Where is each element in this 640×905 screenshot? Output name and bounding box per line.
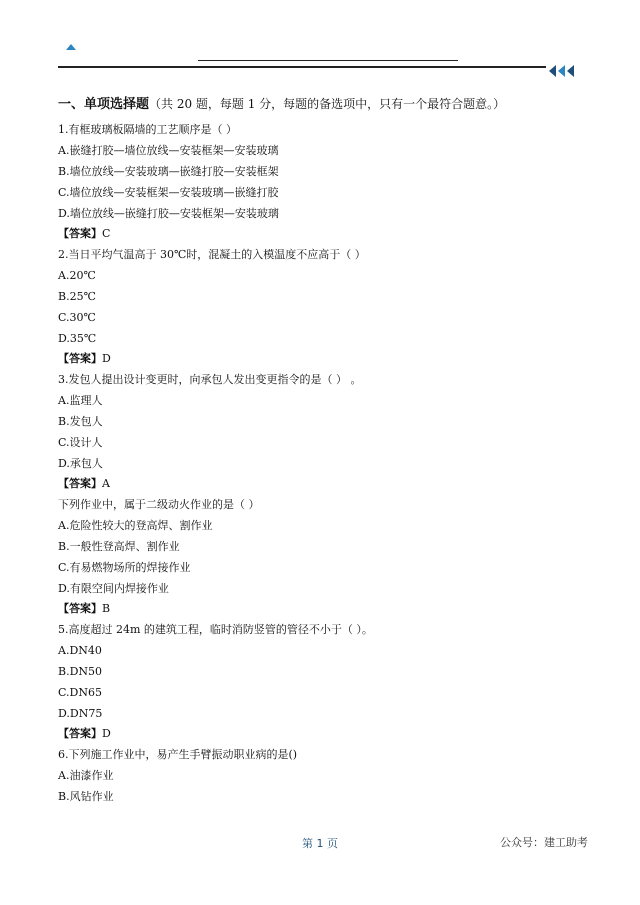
section-note: （共 20 题，每题 1 分，每题的备选项中，只有一个最符合题意。）	[149, 97, 506, 111]
arrow-left-icon	[558, 65, 565, 77]
option-c: C.30℃	[58, 311, 96, 324]
option-b: B.发包人	[58, 415, 103, 428]
answer-line	[58, 474, 588, 494]
option-d: D.承包人	[58, 457, 103, 470]
option-b: B.墙位放线—安装玻璃—嵌缝打胶—安装框架	[58, 165, 279, 178]
option-b: B.25℃	[58, 290, 96, 303]
header-rule	[58, 66, 546, 68]
answer-value: D	[102, 352, 111, 365]
question-stem: 3.发包人提出设计变更时，向承包人发出变更指令的是（ ） 。	[58, 373, 362, 386]
option-a: A.危险性较大的登高焊、割作业	[58, 519, 213, 532]
section-title: 一、单项选择题	[58, 97, 150, 112]
page-number: 第 1 页	[302, 837, 338, 850]
document-body	[58, 93, 588, 807]
footer-brand: 公众号：建工助考	[500, 836, 588, 849]
question-stem: 1.有框玻璃板隔墙的工艺顺序是（ ）	[58, 123, 237, 136]
answer-value: C	[102, 227, 111, 240]
answer-tag: 【答案】	[58, 227, 102, 240]
arrow-left-icon	[567, 65, 574, 77]
answer-tag: 【答案】	[58, 477, 102, 490]
option-d: D.有限空间内焊接作业	[58, 582, 169, 595]
option-d: D.DN75	[58, 707, 103, 720]
question-stem: 下列作业中，属于二级动火作业的是（ ）	[58, 498, 260, 511]
answer-line	[58, 599, 588, 619]
option-b: B.风钻作业	[58, 790, 114, 803]
section-heading	[58, 93, 588, 115]
question-stem: 6.下列施工作业中，易产生手臂振动职业病的是()	[58, 748, 298, 761]
answer-line	[58, 724, 588, 744]
option-d: D.35℃	[58, 332, 97, 345]
answer-line	[58, 349, 588, 369]
option-b: B.DN50	[58, 665, 103, 678]
answer-tag: 【答案】	[58, 352, 102, 365]
option-a: A.监理人	[58, 394, 103, 407]
header-triangle-icon	[66, 44, 76, 50]
option-a: A.嵌缝打胶—墙位放线—安装框架—安装玻璃	[58, 144, 279, 157]
answer-tag: 【答案】	[58, 727, 102, 740]
answer-value: B	[102, 602, 111, 615]
answer-value: D	[102, 727, 111, 740]
answer-tag: 【答案】	[58, 602, 102, 615]
option-c: C.墙位放线—安装框架—安装玻璃—嵌缝打胶	[58, 186, 279, 199]
question-stem: 5.高度超过 24m 的建筑工程，临时消防竖管的管径不小于（ ）。	[58, 623, 373, 636]
answer-line	[58, 224, 588, 244]
option-a: A.DN40	[58, 644, 102, 657]
option-a: A.油漆作业	[58, 769, 114, 782]
header-arrows-icon	[549, 65, 574, 77]
question-stem: 2.当日平均气温高于 30℃时，混凝土的入模温度不应高于（ ）	[58, 248, 366, 261]
option-c: C.DN65	[58, 686, 102, 699]
option-b: B.一般性登高焊、割作业	[58, 540, 180, 553]
option-c: C.有易燃物场所的焊接作业	[58, 561, 191, 574]
option-a: A.20℃	[58, 269, 96, 282]
header-top-rule	[198, 60, 458, 61]
option-c: C.设计人	[58, 436, 103, 449]
arrow-left-icon	[549, 65, 556, 77]
answer-value: A	[102, 477, 110, 490]
option-d: D.墙位放线—嵌缝打胶—安装框架—安装玻璃	[58, 207, 279, 220]
